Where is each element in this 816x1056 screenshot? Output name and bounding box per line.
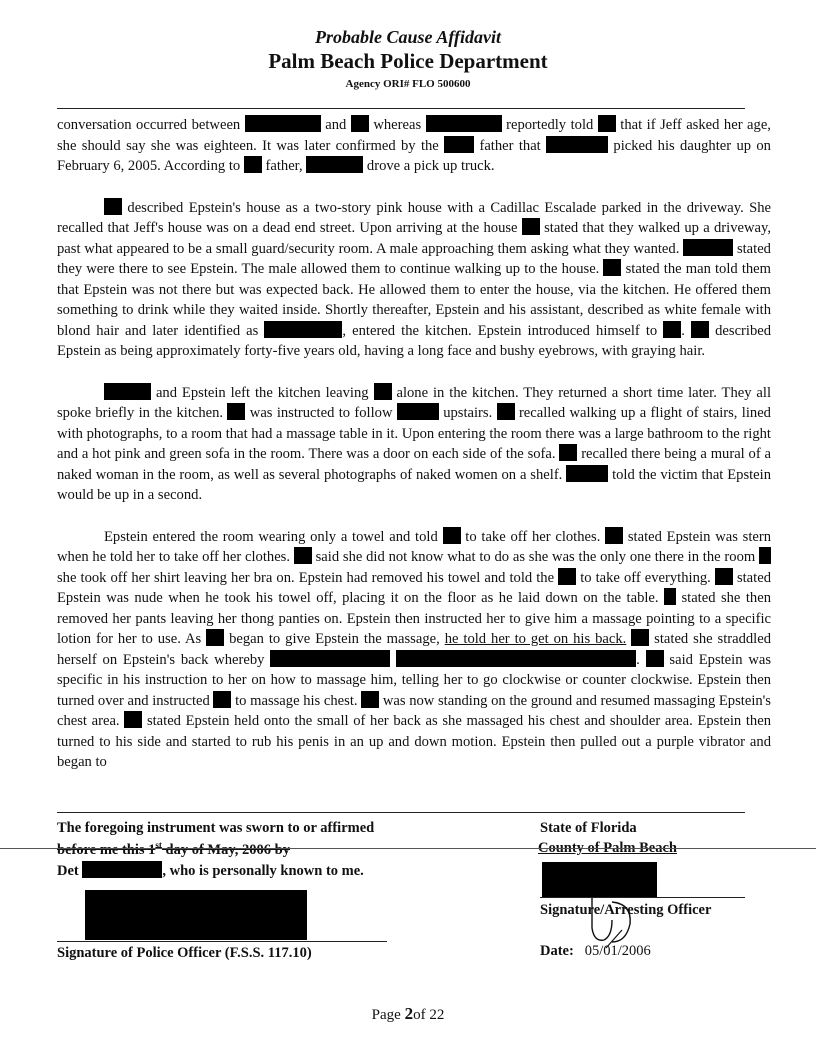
redaction [227,403,245,420]
affidavit-body [57,115,771,794]
redaction [683,239,733,256]
redaction [206,629,224,646]
date-field: Date: 05/01/2006 [540,943,651,959]
redaction [124,711,142,728]
footer-rule [57,812,745,813]
redaction [559,444,577,461]
paragraph-4: Epstein entered the room wearing only a towel and told to take off her clothes. stated Epstein was stern when he told her to take off her clothes. said she did not know what to do as she was the only one there in the room she took off her shirt leaving her bra on. Epstein had removed his towel and told the to take off everything. stated Epstein was nude when he took his towel off, placing it on the floor as he laid down on the table. stated she then removed her pants leaving her thong panties on. Epstein then instructed her to give him a massage pointing to a specific lotion for her to use. As began to give Epstein the massage, he told her to get on his back. stated she straddled herself on Epstein's back whereby . said Epstein was specific in his instruction to her on how to massage him, telling her to go clockwise or counter clockwise. Epstein then turned over and instructed to massage his chest. was now standing on the ground and resumed massaging Epstein's chest area. stated Epstein held onto the small of her back as she massaged his chest and shoulder area. Epstein then turned to his side and started to rub his penis in an up and down motion. Epstein then pulled out a purple vibrator and began to [57,528,772,770]
redaction [351,115,369,132]
signature-line-left [57,941,387,942]
sworn-statement-line-2: before me this 1st day of May, 2006 by [57,840,290,858]
paragraph-1: conversation occurred between and whereas reportedly told that if Jeff asked her age, she should say she was eighteen. It was later confirmed by the father that picked his daughter up on February 6, 2005. According to father, drove a pick up truck. [57,117,771,174]
strike-rule [0,848,816,849]
redaction [264,321,342,338]
redaction [663,321,681,338]
redaction [82,861,162,878]
redaction [631,629,649,646]
redaction [715,568,733,585]
county-label: County of Palm Beach [538,840,677,856]
redaction [213,691,231,708]
redaction [397,403,439,420]
redaction [497,403,515,420]
sworn-statement-line-1: The foregoing instrument was sworn to or affirmed [57,820,375,836]
redaction [646,650,664,667]
redaction [104,198,122,215]
state-label: State of Florida [540,820,637,836]
redaction [396,650,636,667]
redaction [294,547,312,564]
redaction [522,218,540,235]
redaction [104,383,151,400]
redaction [566,465,608,482]
redaction [361,691,379,708]
redaction [603,259,621,276]
redaction [759,547,771,564]
officer-signature-redaction [85,890,307,940]
redaction [443,527,461,544]
redaction [306,156,363,173]
paragraph-3: and Epstein left the kitchen leaving alone in the kitchen. They returned a short time later. They all spoke briefly in the kitchen. was instructed to follow upstairs. recalled walking up a flight of stairs, lined with photographs, to a room that had a massage table in it. Upon entering the room there was a large bathroom to the right and a hot pink and green sofa in the room. There was a door on each side of the sofa. recalled there being a mural of a naked woman in the room, as well as several photographs of naked women on a shelf. told the victim that Epstein would be up in a second. [57,384,772,503]
police-officer-signature-label: Signature of Police Officer (F.S.S. 117.10) [57,945,312,961]
redaction [245,115,321,132]
document-title: Probable Cause Affidavit [315,27,501,47]
redaction [598,115,616,132]
redaction [546,136,608,153]
redaction [691,321,709,338]
paragraph-2: described Epstein's house as a two-story pink house with a Cadillac Escalade parked in the driveway. She recalled that Jeff's house was on a dead end street. Upon arriving at the house stated that they walked up a driveway, past what appeared to be a small guard/security room. A male approaching them asking what they wanted. stated they were there to see Epstein. The male allowed them to continue walking up to the house. stated the man told them that Epstein was not there but was expected back. He allowed them to enter the house, via the kitchen. He offered them something to drink while they waited inside. Shortly thereafter, Epstein and his assistant, described as white female with blond hair and later identified as , entered the kitchen. Epstein introduced himself to . described Epstein as being approximately forty-five years old, having a long face and bushy eyebrows, with graying hair. [57,199,772,359]
signature-line-right [540,897,745,898]
redaction [558,568,576,585]
agency-ori: Agency ORI# FLO 500600 [345,78,471,90]
redaction [605,527,623,544]
redaction [374,383,392,400]
redaction [244,156,262,173]
page-number: Page 2of 22 [371,1004,445,1023]
header-rule [57,108,745,109]
arresting-officer-signature-label: Signature/Arresting Officer [540,902,712,918]
redaction [444,136,474,153]
department-name: Palm Beach Police Department [268,49,548,73]
redaction [426,115,502,132]
redaction [270,650,390,667]
det-line: Det , who is personally known to me. [57,863,364,879]
redaction [664,588,676,605]
